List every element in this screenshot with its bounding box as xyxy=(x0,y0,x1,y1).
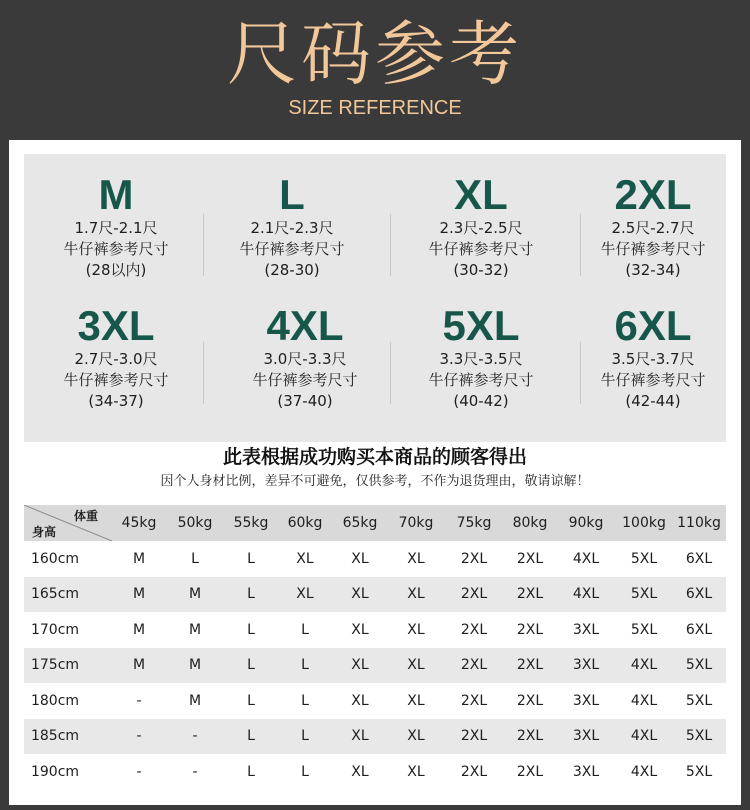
divider xyxy=(203,342,204,404)
size-cell: L xyxy=(191,550,199,567)
size-cell: M xyxy=(132,550,146,567)
size-desc: 牛仔裤参考尺寸 xyxy=(600,240,706,258)
size-cell: L xyxy=(301,728,309,745)
size-cell: - xyxy=(136,763,142,780)
size-code: 3XL xyxy=(77,302,155,349)
divider xyxy=(580,342,581,404)
weight-header-cell: 90kg xyxy=(568,515,604,531)
height-cell: 175cm xyxy=(30,657,80,674)
table-row xyxy=(24,648,726,684)
size-waist: (40-42) xyxy=(453,392,509,410)
size-cell: 6XL xyxy=(685,621,713,638)
size-cell: 2XL xyxy=(460,621,488,638)
divider xyxy=(390,342,391,404)
size-block-2xl xyxy=(565,172,741,281)
page-title: 尺码参考 xyxy=(227,13,523,95)
weight-header-cell: 45kg xyxy=(121,515,157,531)
size-cell: L xyxy=(247,728,255,745)
size-cell: XL xyxy=(351,550,369,567)
size-desc: 牛仔裤参考尺寸 xyxy=(252,371,358,389)
height-cell: 185cm xyxy=(30,728,80,745)
size-range: 3.5尺-3.7尺 xyxy=(611,350,695,368)
size-cell: 2XL xyxy=(516,728,544,745)
size-cell: M xyxy=(132,621,146,638)
size-cell: M xyxy=(132,586,146,603)
table-row xyxy=(24,577,726,613)
table-row xyxy=(24,754,726,790)
size-range: 2.7尺-3.0尺 xyxy=(74,350,158,368)
size-cell: 4XL xyxy=(630,728,658,745)
size-cell: XL xyxy=(296,586,314,603)
size-block-l xyxy=(204,172,380,281)
size-cell: 4XL xyxy=(630,763,658,780)
note-title: 此表根据成功购买本商品的顾客得出 xyxy=(222,446,527,468)
size-range: 3.0尺-3.3尺 xyxy=(263,350,347,368)
weight-header-cell: 55kg xyxy=(233,515,269,531)
size-cell: L xyxy=(301,621,309,638)
size-cell: 3XL xyxy=(572,692,600,709)
size-cell: 2XL xyxy=(516,657,544,674)
size-cell: M xyxy=(188,692,202,709)
size-cell: XL xyxy=(407,657,425,674)
note-subtitle: 因个人身材比例，差异不可避免，仅供参考，不作为退货理由，敬请谅解！ xyxy=(160,474,590,489)
size-cell: L xyxy=(247,586,255,603)
size-range: 2.3尺-2.5尺 xyxy=(439,219,523,237)
size-desc: 牛仔裤参考尺寸 xyxy=(63,240,169,258)
height-cell: 160cm xyxy=(30,550,80,567)
size-cell: XL xyxy=(407,586,425,603)
size-cell: 4XL xyxy=(630,657,658,674)
size-code: XL xyxy=(454,171,508,218)
size-cell: M xyxy=(188,586,202,603)
size-block-6xl xyxy=(565,303,741,412)
table-header-row xyxy=(24,505,726,541)
size-cell: - xyxy=(192,728,198,745)
size-waist: (34-37) xyxy=(88,392,144,410)
size-cell: XL xyxy=(407,692,425,709)
size-waist: (32-34) xyxy=(625,261,681,279)
height-cell: 180cm xyxy=(30,692,80,709)
size-cell: XL xyxy=(407,621,425,638)
size-waist: (28以内) xyxy=(85,261,147,279)
size-cell: 2XL xyxy=(460,763,488,780)
size-cell: XL xyxy=(407,763,425,780)
weight-header-cell: 80kg xyxy=(512,515,548,531)
table-row xyxy=(24,683,726,719)
weight-header-cell: 100kg xyxy=(622,515,666,531)
table-row xyxy=(24,719,726,755)
size-waist: (37-40) xyxy=(277,392,333,410)
table-corner-cell xyxy=(24,505,112,541)
size-cell: 2XL xyxy=(516,550,544,567)
size-cell: XL xyxy=(351,763,369,780)
weight-header-cell: 65kg xyxy=(342,515,378,531)
size-cell: XL xyxy=(351,728,369,745)
size-cell: 2XL xyxy=(460,728,488,745)
size-block-4xl xyxy=(217,303,393,412)
size-cell: 4XL xyxy=(630,692,658,709)
size-code: 5XL xyxy=(442,302,520,349)
size-cell: L xyxy=(247,692,255,709)
size-cell: 3XL xyxy=(572,621,600,638)
size-code: 2XL xyxy=(614,171,692,218)
size-cell: XL xyxy=(351,657,369,674)
size-block-3xl xyxy=(28,303,204,412)
size-cell: L xyxy=(247,763,255,780)
size-code: 6XL xyxy=(614,302,692,349)
size-waist: (42-44) xyxy=(625,392,681,410)
size-cell: XL xyxy=(296,550,314,567)
size-cell: 2XL xyxy=(460,586,488,603)
size-cell: - xyxy=(136,692,142,709)
size-range: 3.3尺-3.5尺 xyxy=(439,350,523,368)
size-cell: 5XL xyxy=(685,692,713,709)
size-cell: 2XL xyxy=(516,621,544,638)
size-range: 1.7尺-2.1尺 xyxy=(74,219,158,237)
size-cell: 3XL xyxy=(572,763,600,780)
size-desc: 牛仔裤参考尺寸 xyxy=(600,371,706,389)
size-card xyxy=(9,140,741,805)
size-cell: 5XL xyxy=(685,657,713,674)
weight-header-cell: 60kg xyxy=(287,515,323,531)
size-waist: (30-32) xyxy=(453,261,509,279)
size-cell: 4XL xyxy=(572,586,600,603)
page-subtitle: SIZE REFERENCE xyxy=(288,97,462,119)
size-reference-panel xyxy=(24,154,726,442)
size-cell: 4XL xyxy=(572,550,600,567)
size-cell: 2XL xyxy=(460,657,488,674)
size-cell: 6XL xyxy=(685,586,713,603)
size-code: L xyxy=(279,171,305,218)
size-code: 4XL xyxy=(266,302,344,349)
size-cell: 2XL xyxy=(460,692,488,709)
size-desc: 牛仔裤参考尺寸 xyxy=(428,371,534,389)
size-code: M xyxy=(98,171,134,218)
size-cell: XL xyxy=(351,692,369,709)
size-cell: 2XL xyxy=(516,692,544,709)
size-block-m xyxy=(28,172,204,281)
weight-header-cell: 50kg xyxy=(177,515,213,531)
size-cell: XL xyxy=(351,621,369,638)
size-cell: L xyxy=(301,692,309,709)
size-desc: 牛仔裤参考尺寸 xyxy=(428,240,534,258)
size-cell: M xyxy=(188,621,202,638)
height-cell: 170cm xyxy=(30,621,80,638)
size-cell: M xyxy=(188,657,202,674)
weight-axis-label: 体重 xyxy=(74,509,99,523)
size-waist: (28-30) xyxy=(264,261,320,279)
size-cell: 3XL xyxy=(572,728,600,745)
size-range: 2.1尺-2.3尺 xyxy=(250,219,334,237)
divider xyxy=(580,214,581,276)
divider xyxy=(203,214,204,276)
size-cell: L xyxy=(301,657,309,674)
size-cell: 5XL xyxy=(685,763,713,780)
size-cell: M xyxy=(132,657,146,674)
size-cell: 2XL xyxy=(460,550,488,567)
size-cell: XL xyxy=(351,586,369,603)
size-cell: 2XL xyxy=(516,763,544,780)
size-range: 2.5尺-2.7尺 xyxy=(611,219,695,237)
size-cell: XL xyxy=(407,550,425,567)
header xyxy=(0,0,750,140)
table-row xyxy=(24,612,726,648)
size-cell: - xyxy=(192,763,198,780)
size-cell: - xyxy=(136,728,142,745)
weight-header-cell: 110kg xyxy=(677,515,721,531)
weight-header-cell: 70kg xyxy=(398,515,434,531)
size-cell: 6XL xyxy=(685,550,713,567)
size-cell: 5XL xyxy=(630,621,658,638)
size-cell: L xyxy=(247,657,255,674)
table-row xyxy=(24,541,726,577)
size-desc: 牛仔裤参考尺寸 xyxy=(63,371,169,389)
height-cell: 190cm xyxy=(30,763,80,780)
size-cell: 2XL xyxy=(516,586,544,603)
size-block-5xl xyxy=(393,303,569,412)
size-cell: 5XL xyxy=(685,728,713,745)
size-cell: 3XL xyxy=(572,657,600,674)
size-cell: 5XL xyxy=(630,550,658,567)
size-block-xl xyxy=(393,172,569,281)
weight-header-cell: 75kg xyxy=(456,515,492,531)
divider xyxy=(390,214,391,276)
size-cell: 5XL xyxy=(630,586,658,603)
size-cell: L xyxy=(247,550,255,567)
height-axis-label: 身高 xyxy=(32,525,57,539)
size-cell: XL xyxy=(407,728,425,745)
size-cell: L xyxy=(301,763,309,780)
size-desc: 牛仔裤参考尺寸 xyxy=(239,240,345,258)
size-cell: L xyxy=(247,621,255,638)
size-table xyxy=(24,505,726,790)
height-cell: 165cm xyxy=(30,586,80,603)
